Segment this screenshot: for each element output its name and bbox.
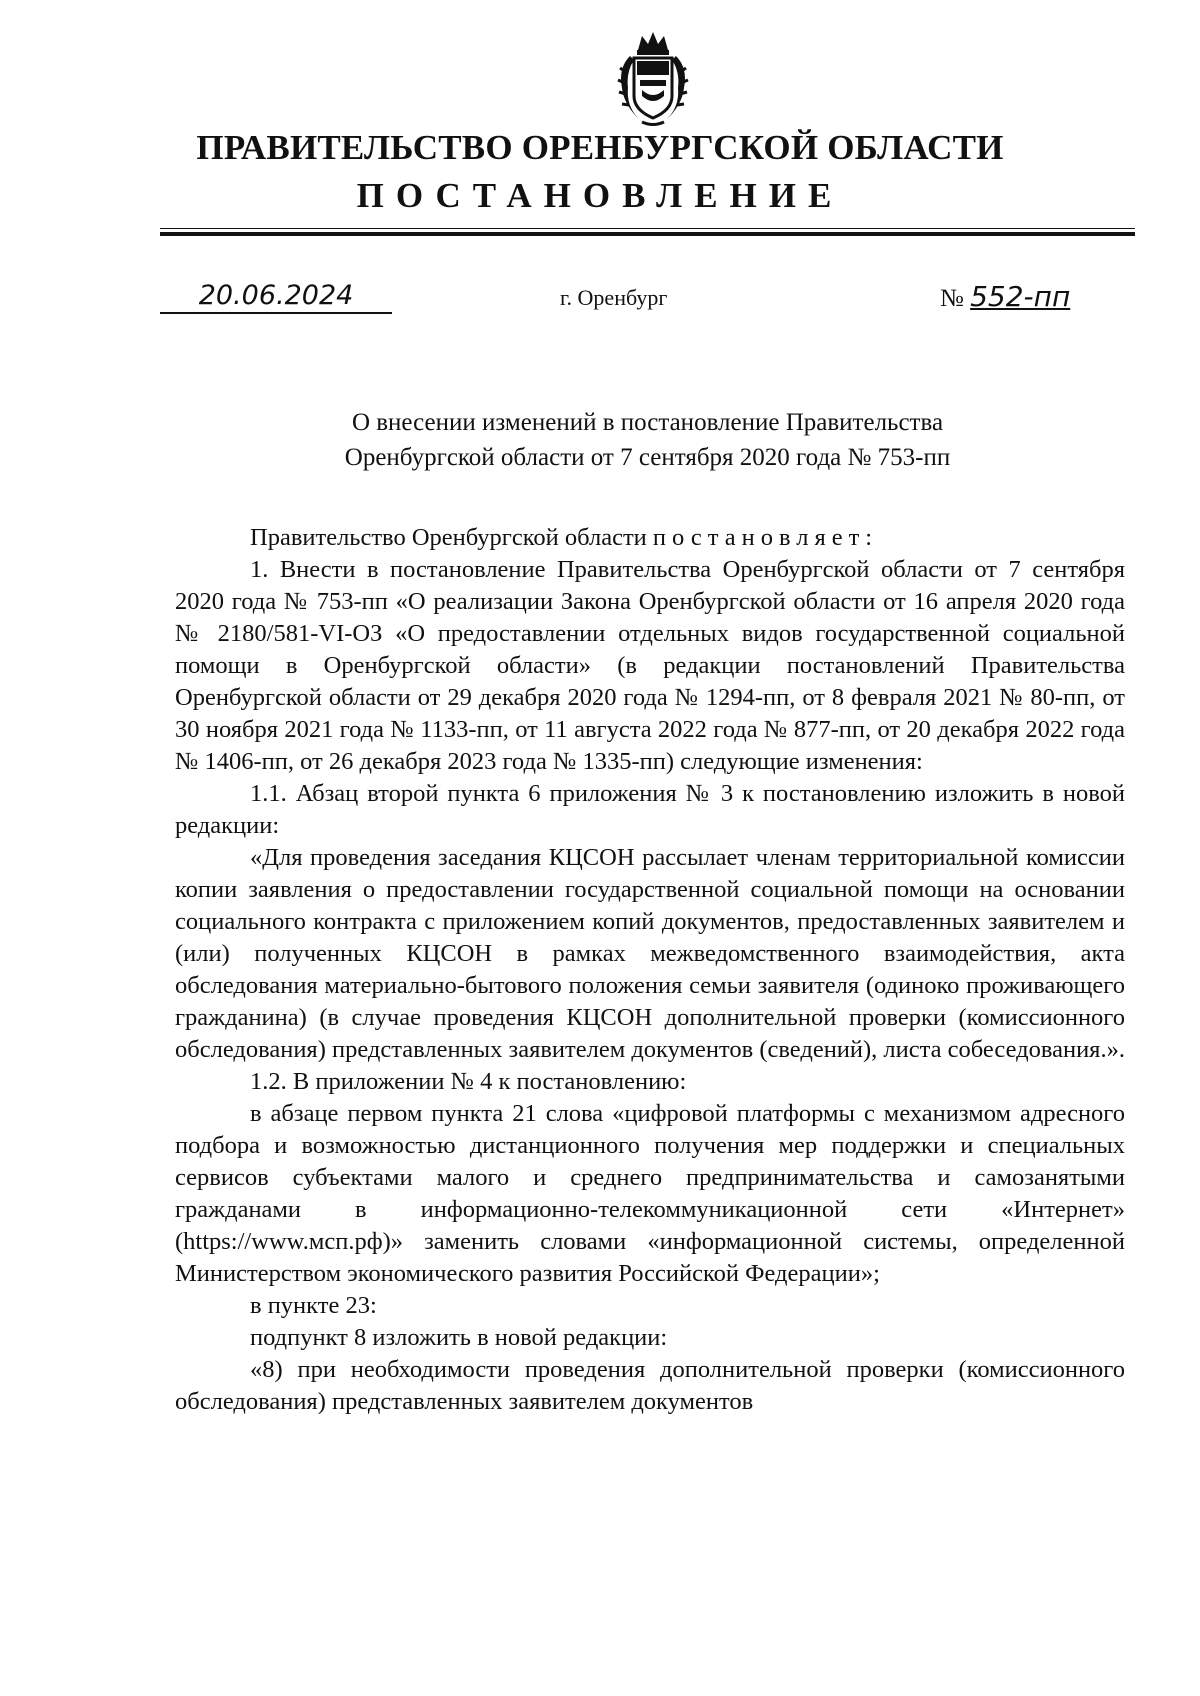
document-date: 20.06.2024 [198,280,354,311]
paragraph-subclause-8: подпункт 8 изложить в новой редакции: [250,1324,668,1351]
preamble [175,522,1125,554]
header-rule-thick [160,232,1135,236]
document-subject [160,405,1135,475]
paragraph-subclause-8-text: «8) при необходимости проведения дополнительной проверки (комиссионного обследования) представленных заявителем документов [175,1356,1125,1415]
paragraph-quote: «Для проведения заседания КЦСОН рассылает членам территориальной комиссии копии заявления о предоставлении государственной социальной помощи на основании социального контракта с приложением копий документов, предоставленных заявителем и (или) полученных КЦСОН в рамках межведомственного взаимодействия, акта обследования материально-бытового положения семьи заявителя (одиноко проживающего гражданина) (в случае проведения КЦСОН дополнительной проверки (комиссионного обследования) представленных заявителем документов (сведений), листа собеседования.». [175,844,1125,1063]
date-underline [160,312,392,314]
document-number [940,280,1070,313]
header-rule-thin [160,228,1135,229]
orenburg-coat-of-arms-icon [612,28,694,128]
paragraph-1: 1. Внести в постановление Правительства Оренбургской области от 7 сентября 2020 года № 753-пп «О реализации Закона Оренбургской области от 16 апреля 2020 года № 2180/581-VI-ОЗ «О предоставлении отдельных видов государственной социальной помощи в Оренбургской области» (в редакции постановлений Правительства Оренбургской области от 29 декабря 2020 года № 1294-пп, от 8 февраля 2021 № 80-пп, от 30 ноября 2021 года № 1133-пп, от 11 августа 2022 года № 877-пп, от 20 декабря 2022 года № 1406-пп, от 26 декабря 2023 года № 1335-пп) следующие изменения: [175,556,1125,775]
document-type: ПОСТАНОВЛЕНИЕ [356,176,844,215]
preamble-lead: Правительство Оренбургской области [250,524,653,551]
preamble-verb: постановляет: [652,524,879,551]
paragraph-1-1: 1.1. Абзац второй пункта 6 приложения № 3 к постановлению изложить в новой редакции: [175,780,1125,839]
number-prefix: № [940,285,964,312]
document-city: г. Оренбург [560,285,668,310]
subject-line-1: О внесении изменений в постановление Правительства [351,409,944,436]
government-title: ПРАВИТЕЛЬСТВО ОРЕНБУРГСКОЙ ОБЛАСТИ [196,128,1004,167]
subject-line-2: Оренбургской области от 7 сентября 2020 года № 753-пп [344,444,951,471]
number-value: 552-пп [970,280,1071,313]
document-body [175,522,1125,1418]
paragraph-clause-21: в абзаце первом пункта 21 слова «цифровой платформы с механизмом адресного подбора и возможностью дистанционного получения мер поддержки и специальных сервисов субъектами малого и среднего предпринимательства и самозанятыми гражданами в информационно-телекоммуникационной сети «Интернет» (https://www.мсп.рф)» заменить словами «информационной системы, определенной Министерством экономического развития Российской Федерации»; [175,1100,1125,1287]
paragraph-clause-23: в пункте 23: [250,1292,377,1319]
paragraph-1-2: 1.2. В приложении № 4 к постановлению: [250,1068,687,1095]
